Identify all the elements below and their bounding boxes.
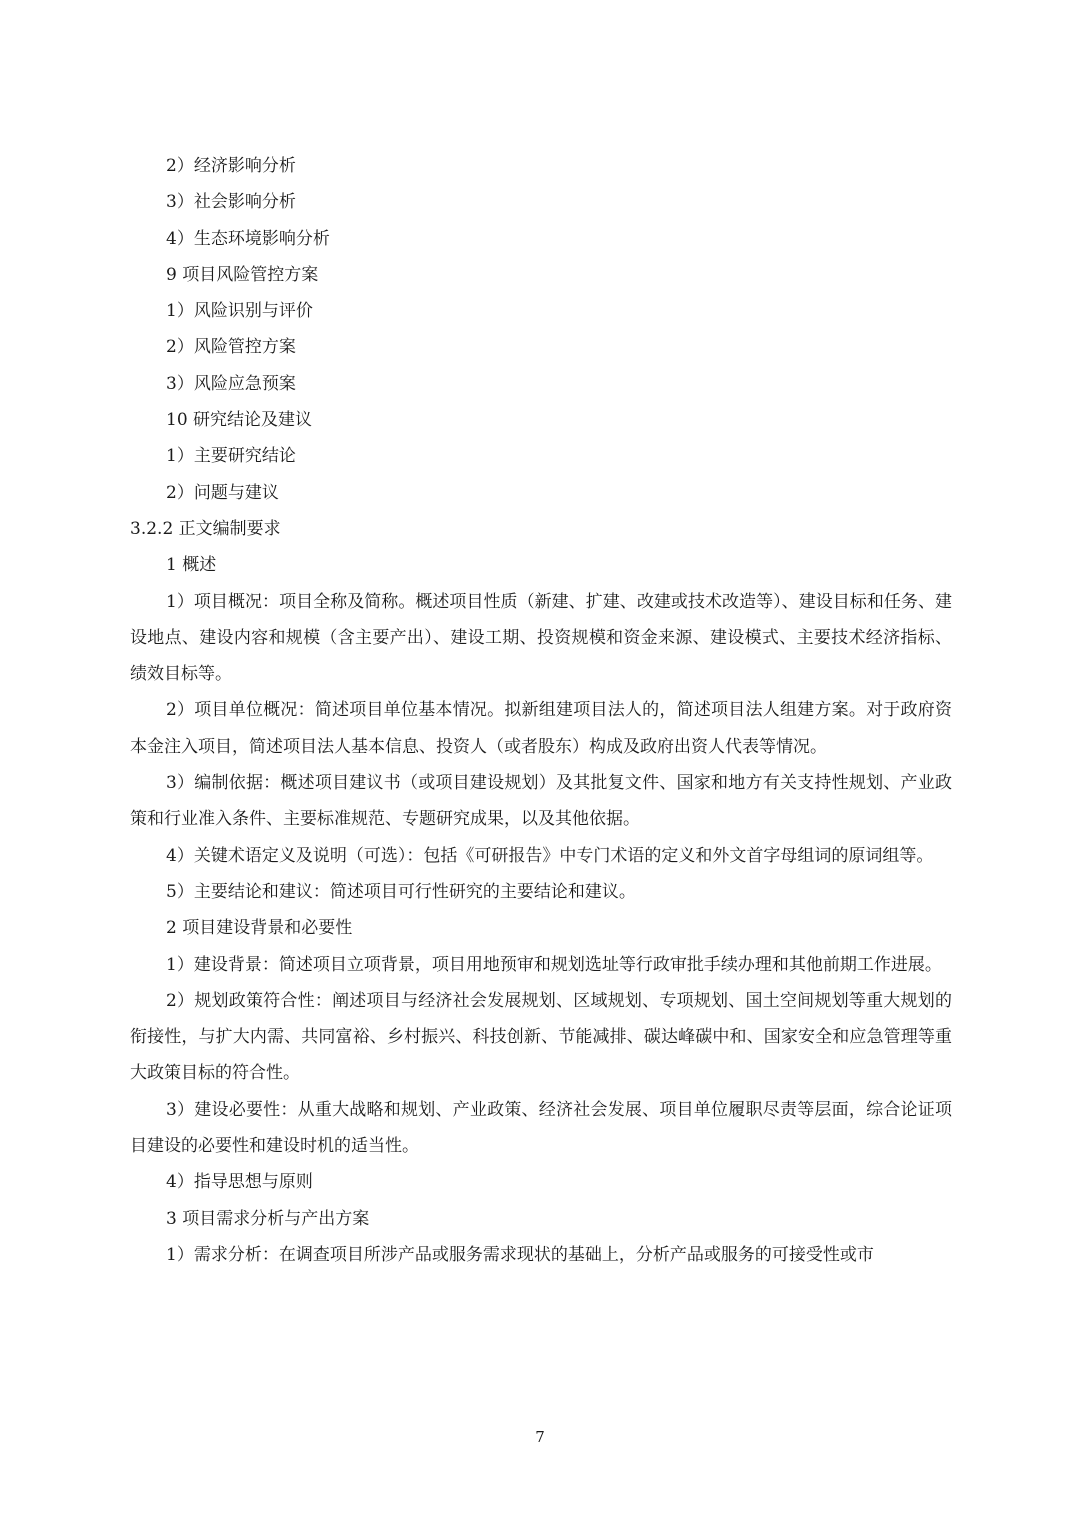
- background-paragraph-policy: 2）规划政策符合性：阐述项目与经济社会发展规划、区域规划、专项规划、国土空间规划等重大规划的衔接性，与扩大内需、共同富裕、乡村振兴、科技创新、节能减排、碳达峰碳中和、国家安全和应急管理等重大政策目标的符合性。: [130, 990, 952, 1084]
- outline-item: 4）生态环境影响分析: [166, 228, 330, 249]
- outline-item: 1）风险识别与评价: [166, 301, 313, 322]
- outline-heading: 9 项目风险管控方案: [166, 264, 319, 285]
- document-body: [130, 148, 952, 1273]
- overview-paragraph-terms: 4）关键术语定义及说明（可选）：包括《可研报告》中专门术语的定义和外文首字母组词的原词组等。: [166, 845, 934, 866]
- outline-heading: 10 研究结论及建议: [166, 410, 313, 431]
- guideline-item: 4）指导思想与原则: [166, 1172, 313, 1193]
- background-paragraph-background: 1）建设背景：简述项目立项背景，项目用地预审和规划选址等行政审批手续办理和其他前期工作进展。: [166, 954, 942, 975]
- overview-paragraph-unit: 2）项目单位概况：简述项目单位基本情况。拟新组建项目法人的，简述项目法人组建方案。对于政府资本金注入项目，简述项目法人基本信息、投资人（或者股东）构成及政府出资人代表等情况。: [130, 700, 952, 757]
- outline-item: 1）主要研究结论: [166, 446, 296, 467]
- page-number: 7: [535, 1428, 545, 1446]
- outline-item: 2）问题与建议: [166, 482, 279, 503]
- overview-paragraph-project: 1）项目概况：项目全称及简称。概述项目性质（新建、扩建、改建或技术改造等）、建设目标和任务、建设地点、建设内容和规模（含主要产出）、建设工期、投资规模和资金来源、建设模式、主要技术经济指标、绩效目标等。: [130, 591, 952, 685]
- demand-heading: 3 项目需求分析与产出方案: [166, 1208, 370, 1229]
- overview-paragraph-conclusion: 5）主要结论和建议：简述项目可行性研究的主要结论和建议。: [166, 881, 636, 902]
- outline-item: 2）经济影响分析: [166, 156, 296, 176]
- overview-paragraph-basis: 3）编制依据：概述项目建议书（或项目建设规划）及其批复文件、国家和地方有关支持性规划、产业政策和行业准入条件、主要标准规范、专题研究成果，以及其他依据。: [130, 773, 952, 830]
- background-heading: 2 项目建设背景和必要性: [166, 918, 353, 939]
- outline-item: 3）社会影响分析: [166, 192, 296, 213]
- demand-paragraph: 1）需求分析：在调查项目所涉产品或服务需求现状的基础上，分析产品或服务的可接受性或市: [166, 1244, 874, 1265]
- outline-item: 2）风险管控方案: [166, 337, 296, 358]
- overview-heading: 1 概述: [166, 555, 217, 576]
- background-paragraph-necessity: 3）建设必要性：从重大战略和规划、产业政策、经济社会发展、项目单位履职尽责等层面，综合论证项目建设的必要性和建设时机的适当性。: [130, 1099, 952, 1157]
- outline-item: 3）风险应急预案: [166, 373, 296, 394]
- section-heading: 3.2.2 正文编制要求: [130, 518, 281, 539]
